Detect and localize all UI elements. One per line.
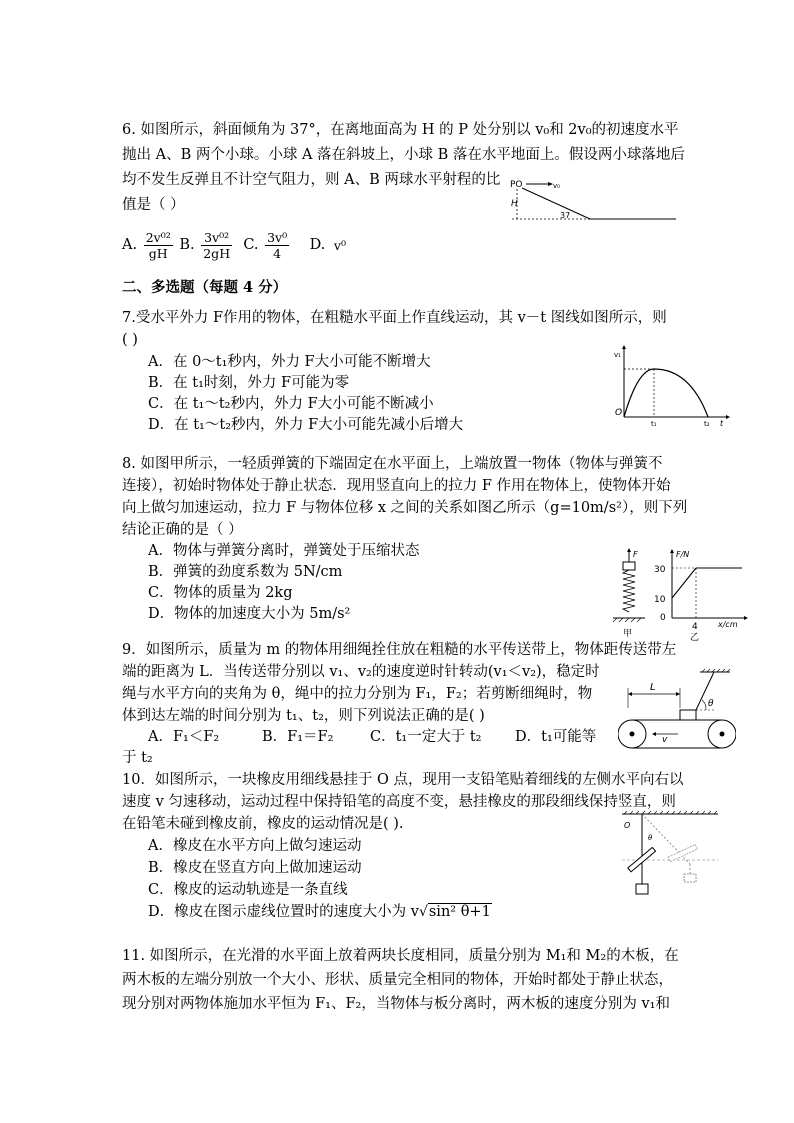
- q11-line-3: 现分别对两物体施加水平恒为 F₁、F₂，当物体与板分离时，两木板的速度分别为 v₁和: [122, 996, 670, 1012]
- q6-option-a-fraction: $\frac{\text{2v⁰²}}{gH}$: [145, 229, 171, 261]
- q8-yi-label: 乙: [690, 633, 700, 642]
- q6-option-c-label: C.: [243, 237, 259, 253]
- q7-t1-label: t₁: [651, 420, 657, 428]
- q10-theta-label: θ: [648, 834, 653, 842]
- q7-v-label: v₁: [614, 351, 621, 359]
- q7-option-b: B．在 t₁时刻，外力 F可能为零: [148, 375, 350, 391]
- q8-option-b: B．弹簧的劲度系数为 5N/cm: [148, 564, 343, 580]
- q6-options: [122, 225, 350, 265]
- q10-line-2: 速度 v 匀速移动，运动过程中保持铅笔的高度不变，悬挂橡皮的那段细线保持竖直，则: [122, 794, 676, 810]
- q10-option-d-sqrt: sin² θ+1: [428, 904, 491, 920]
- q9-l-label: L: [650, 682, 656, 693]
- q6-v-label: v₀: [553, 182, 560, 190]
- q11-line-2: 两木板的左端分别放一个大小、形状、质量完全相同的物体，开始时都处于静止状态，: [122, 972, 673, 988]
- q6-option-d-label: D.: [309, 237, 326, 253]
- q8-x4-label: 4: [692, 622, 698, 632]
- q10-option-b: B．橡皮在竖直方向上做加速运动: [148, 860, 362, 876]
- q8-line-4: 结论正确的是（ ）: [122, 522, 243, 538]
- q9-v-label: v: [662, 735, 668, 745]
- q7-line-1: 7.受水平外力 F作用的物体，在粗糙水平面上作直线运动，其 v－t 图线如图所示，则: [122, 310, 667, 326]
- q6-option-c-fraction: $\frac{\text{3v⁰}}{4}$: [267, 229, 288, 261]
- q7-t-label: t: [720, 419, 724, 428]
- q11-line-1: 11. 如图所示，在光滑的水平面上放着两块长度相同，质量分别为 M₁和 M₂的木板，在: [122, 948, 679, 964]
- q9-line-4: 体到达左端的时间分别为 t₁、t₂，则下列说法正确的是( ): [122, 708, 485, 724]
- section-2-title: 二、多选题（每题 4 分）: [122, 279, 288, 296]
- q9-line-5: 于 t₂: [122, 750, 153, 766]
- q10-option-a: A．橡皮在水平方向上做匀速运动: [148, 838, 362, 854]
- q8-fn-label: F/N: [676, 550, 690, 559]
- q8-y30-label: 30: [654, 565, 666, 575]
- q6-p-label: PO: [510, 180, 523, 190]
- q9-option-d: D．t₁可能等: [515, 729, 597, 745]
- q10-pencil-figure: [620, 808, 720, 900]
- q6-incline-figure: [508, 174, 678, 226]
- q9-line-1: 9．如图所示，质量为 m 的物体用细绳拴住放在粗糙的水平传送带上，物体距传送带左: [122, 642, 677, 658]
- q7-o-label: O: [615, 408, 623, 418]
- q9-option-c: C．t₁一定大于 t₂: [370, 729, 482, 745]
- q6-line-1: 6. 如图所示，斜面倾角为 37°，在离地面高为 H 的 P 处分别以 v₀和 2v₀的初速度水平: [122, 122, 679, 138]
- q9-option-a: A．F₁＜F₂: [148, 729, 220, 745]
- q8-f-label: F: [633, 550, 638, 559]
- q6-angle-label: 37: [560, 211, 571, 220]
- q6-h-label: H: [511, 199, 518, 209]
- q6-option-b-label: B.: [179, 237, 195, 253]
- q10-line-1: 10．如图所示，一块橡皮用细线悬挂于 O 点，现用一支铅笔贴着细线的左侧水平向右以: [122, 772, 684, 788]
- q8-fx-graph: [650, 548, 750, 642]
- q8-option-d: D．物体的加速度大小为 5m/s²: [148, 606, 351, 622]
- q6-option-a-label: A.: [122, 237, 138, 253]
- q8-line-3: 向上做匀加速运动，拉力 F 与物体位移 x 之间的关系如图乙所示（g=10m/s²），则下列: [122, 500, 688, 516]
- q10-option-d: D．橡皮在图示虚线位置时的速度大小为 v√sin² θ+1: [148, 904, 491, 920]
- q7-option-d: D．在 t₁～t₂秒内，外力 F大小可能先减小后增大: [148, 417, 464, 433]
- q6-line-3: 均不发生反弹且不计空气阻力，则 A、B 两球水平射程的比: [122, 172, 501, 188]
- q7-t2-label: t₂: [704, 420, 710, 428]
- q6-option-b-fraction: $\frac{\text{3v⁰²}}{2gH}$: [203, 229, 231, 261]
- q8-jia-label: 甲: [623, 629, 633, 639]
- q9-conveyor-figure: [618, 668, 736, 754]
- q6-line-4: 值是（ ）: [122, 197, 185, 213]
- q8-line-1: 8. 如图甲所示，一轻质弹簧的下端固定在水平面上，上端放置一物体（物体与弹簧不: [122, 456, 663, 472]
- q7-option-c: C．在 t₁～t₂秒内，外力 F大小可能不断减小: [148, 396, 434, 412]
- q10-option-c: C．橡皮的运动轨迹是一条直线: [148, 882, 348, 898]
- q8-line-2: 连接），初始时物体处于静止状态．现用竖直向上的拉力 F 作用在物体上，使物体开始: [122, 478, 671, 494]
- q9-line-3: 绳与水平方向的夹角为 θ，绳中的拉力分别为 F₁，F₂；若剪断细绳时，物: [122, 686, 593, 702]
- q6-line-2: 抛出 A、B 两个小球。小球 A 落在斜坡上，小球 B 落在水平地面上。假设两小球落地后: [122, 147, 685, 163]
- q6-option-d-fraction: v⁰: [333, 237, 346, 253]
- q7-option-a: A．在 0～t₁秒内，外力 F大小可能不断增大: [148, 354, 431, 370]
- q8-spring-figure: [605, 548, 647, 642]
- q9-option-b: B．F₁＝F₂: [262, 729, 334, 745]
- q7-vt-graph: [612, 343, 730, 429]
- q8-y10-label: 10: [654, 595, 666, 605]
- q8-y0-label: 0: [660, 613, 666, 623]
- q7-line-2: ( ): [122, 332, 138, 348]
- q9-theta-label: θ: [708, 699, 714, 709]
- q8-option-c: C．物体的质量为 2kg: [148, 585, 293, 601]
- q8-option-a: A．物体与弹簧分离时，弹簧处于压缩状态: [148, 543, 420, 559]
- q10-line-3: 在铅笔未碰到橡皮前，橡皮的运动情况是( ).: [122, 816, 404, 832]
- q8-x-label: x/cm: [718, 620, 738, 629]
- q10-o-label: O: [624, 821, 631, 830]
- q9-line-2: 端的距离为 L．当传送带分别以 v₁、v₂的速度逆时针转动(v₁＜v₂)，稳定时: [122, 664, 600, 680]
